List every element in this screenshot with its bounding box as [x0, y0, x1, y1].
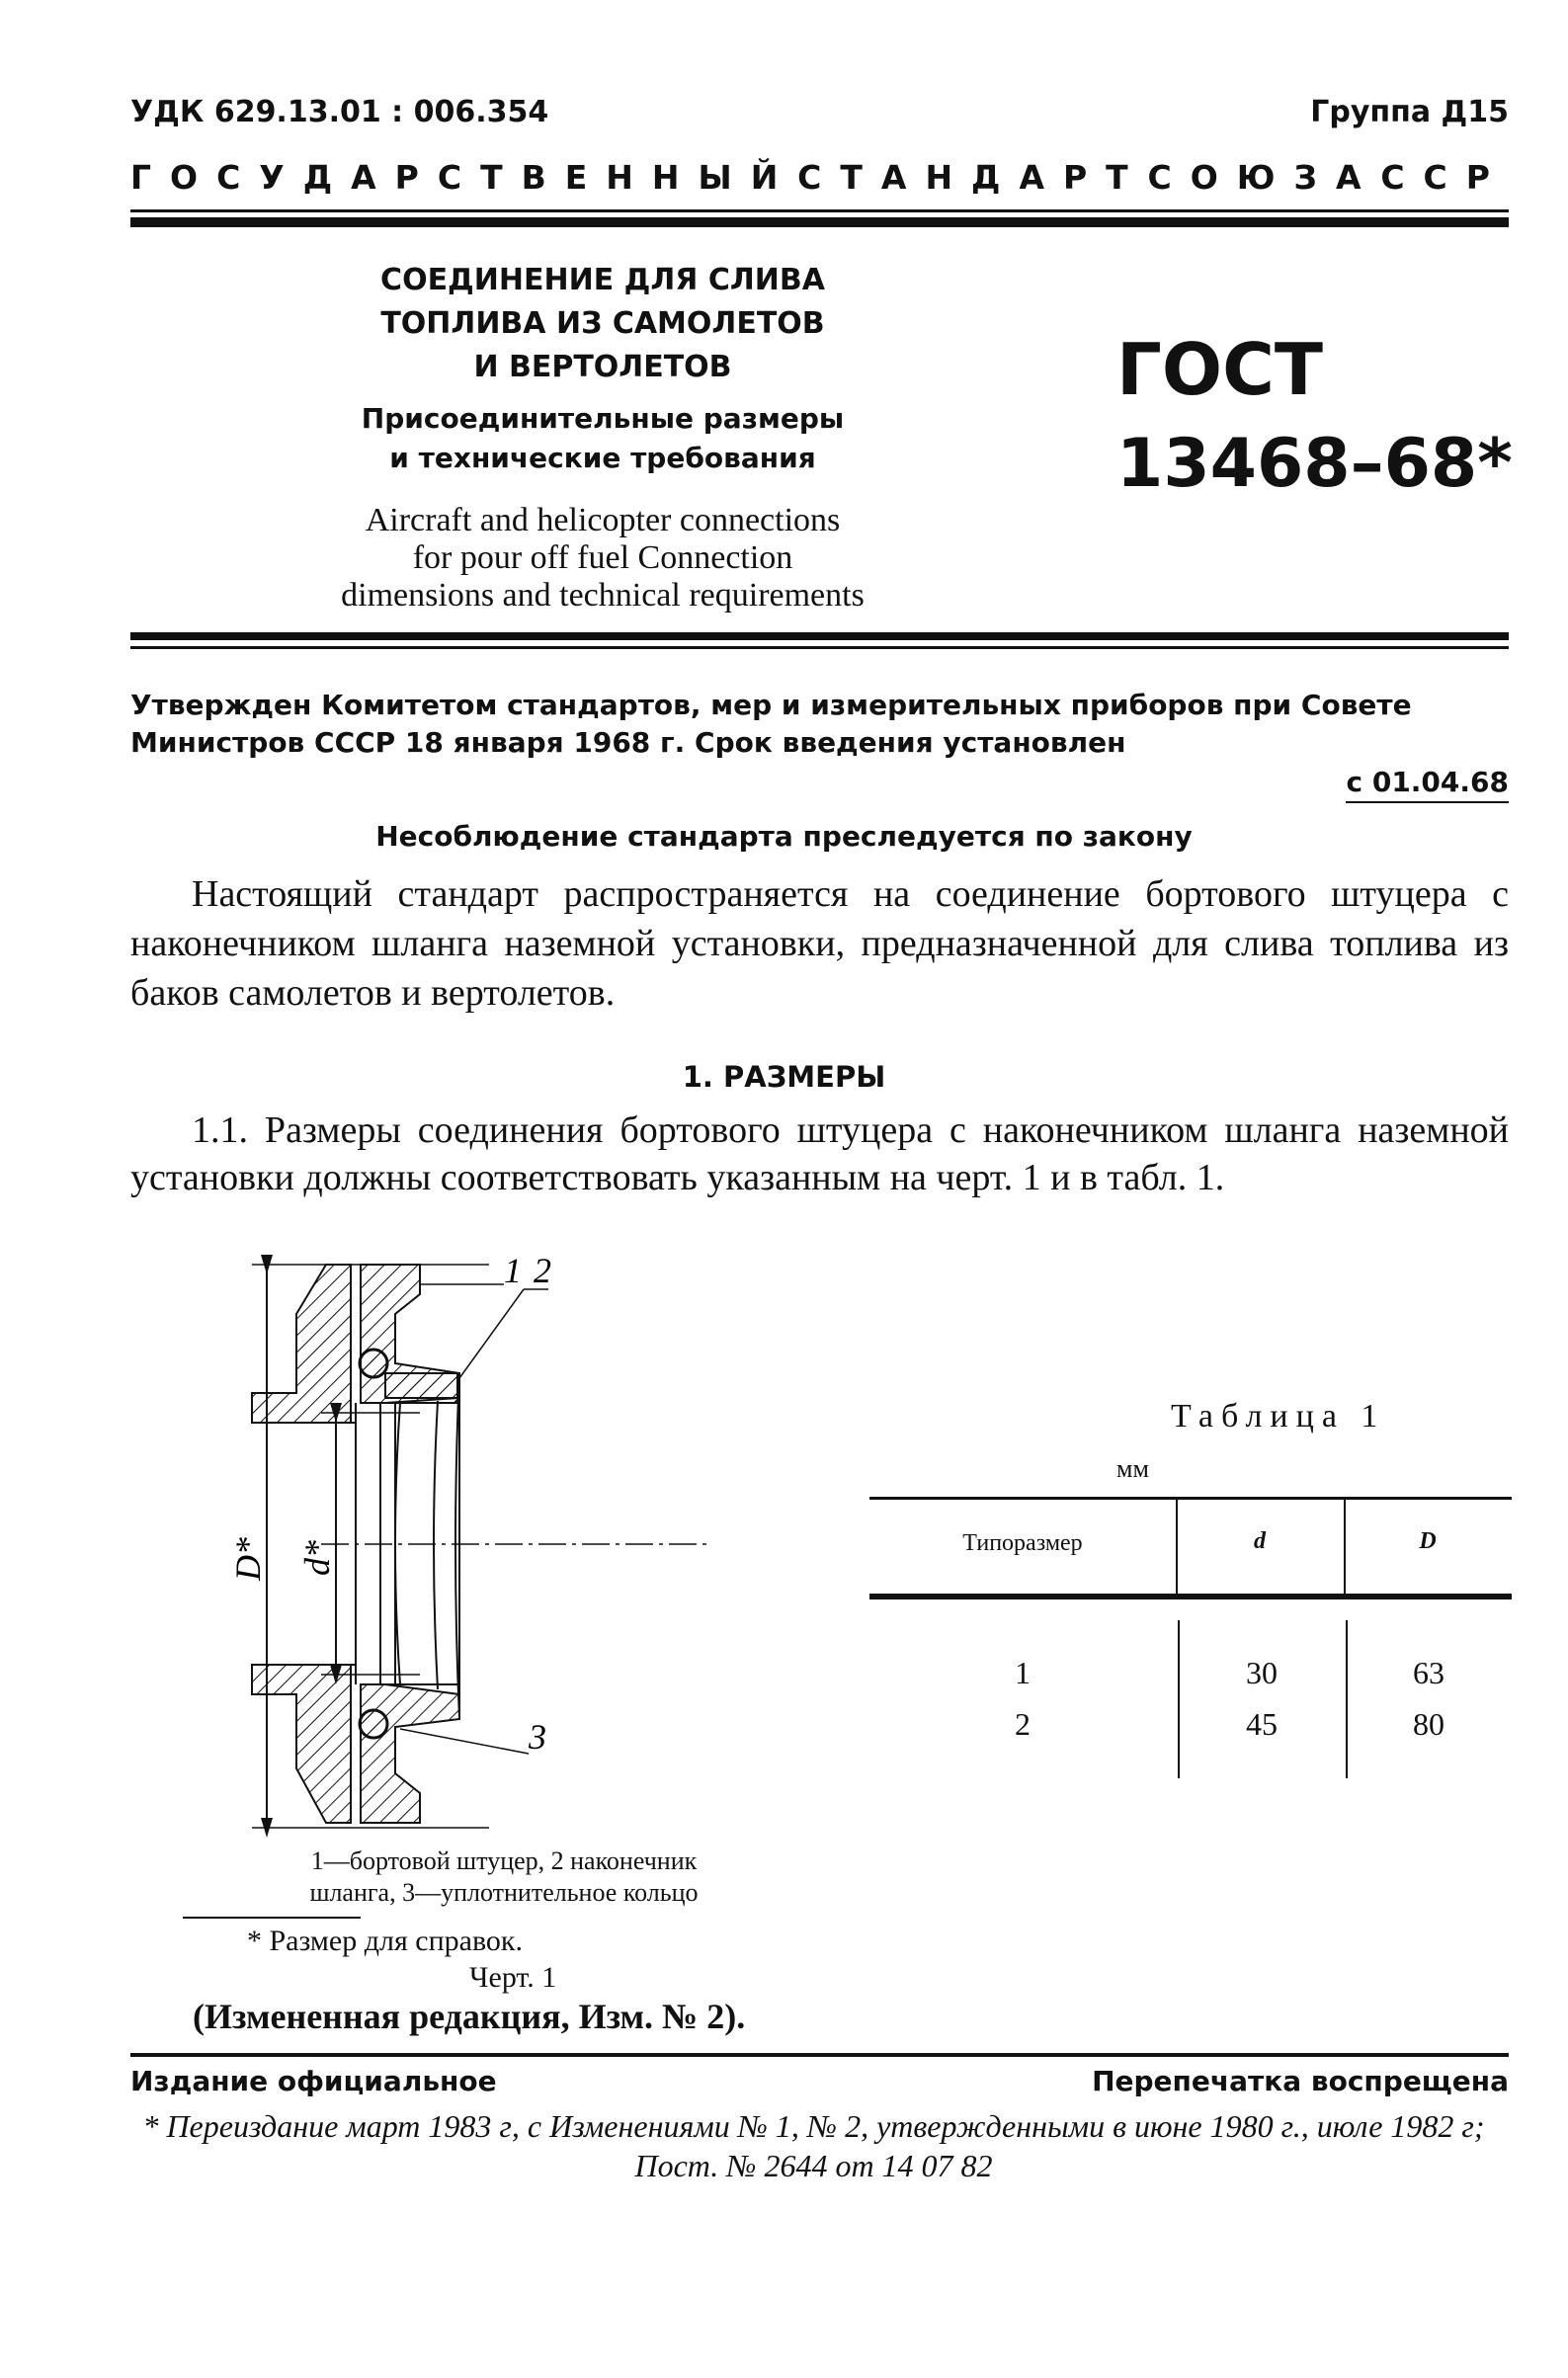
state-word-2: СТАНДАРТ — [797, 158, 1147, 197]
table-header-d: d — [1254, 1528, 1266, 1554]
title-en: Aircraft and helicopter connections for pour off fuel Connection dimensions and technical requirements — [341, 502, 865, 614]
label-1: 1 — [504, 1255, 522, 1290]
table-row-1-D: 63 — [1413, 1655, 1444, 1690]
table-body-divider-1 — [1178, 1620, 1180, 1778]
edition-label: Издание официальное — [130, 2065, 497, 2097]
title-rule-thick — [130, 632, 1509, 640]
title-ru: СОЕДИНЕНИЕ ДЛЯ СЛИВА ТОПЛИВА ИЗ САМОЛЕТОВ И ВЕРТОЛЕТОВ — [380, 263, 825, 384]
footer-rule — [130, 2053, 1509, 2057]
table-row-1-d: 30 — [1246, 1655, 1278, 1690]
reprint-label: Перепечатка воспрещена — [1092, 2065, 1509, 2097]
intro-paragraph: Настоящий стандарт распространяется на соединение бортового штуцера с наконечником шланга наземной установки, предназначенной для слива топлива из баков самолетов и вертолетов. — [130, 873, 1509, 1014]
paragraph-1-1: 1.1. Размеры соединения бортового штуцера с наконечником шланга наземной установки должны соответствовать указанным на черт. 1 и в табл. 1. — [130, 1109, 1509, 1198]
label-2: 2 — [534, 1255, 551, 1290]
figure-legend: 1—бортовой штуцер, 2 наконечник шланга, 3—уплотнительное кольцо — [309, 1846, 699, 1907]
state-word-4: ССР — [1380, 158, 1509, 197]
title-rule-thin — [130, 646, 1509, 649]
approval-text: Утвержден Комитетом стандартов, мер и измерительных приборов при Совете Министров СССР 18 января 1968 г. Срок введения установлен — [130, 689, 1412, 759]
connection-drawing — [193, 1255, 795, 1847]
table-header-D: D — [1419, 1528, 1437, 1554]
table-top-rule — [869, 1497, 1512, 1500]
table-units: мм — [1116, 1454, 1149, 1483]
table-row-2-D: 80 — [1413, 1706, 1444, 1742]
label-d: d* — [297, 1540, 337, 1576]
reissue-note: * Переиздание март 1983 г, с Изменениями № 1, № 2, утвержденными в июне 1980 г., июле 1982 г; Пост. № 2644 от 14 07 82 — [142, 2108, 1485, 2183]
hose-tip-lower — [361, 1684, 459, 1823]
title-block — [277, 259, 929, 615]
table-body-divider-2 — [1346, 1620, 1348, 1778]
dimensions-table — [869, 1497, 1512, 1793]
seal-ring-lower — [360, 1710, 387, 1738]
udk-code: УДК 629.13.01 : 006.354 — [130, 95, 549, 129]
seal-ring-upper — [360, 1350, 387, 1377]
section-heading: 1. РАЗМЕРЫ — [682, 1060, 886, 1094]
footnote-rule — [183, 1917, 361, 1919]
table-header-rule — [869, 1594, 1512, 1599]
group-code: Группа Д15 — [1310, 95, 1509, 129]
revision-note: (Измененная редакция, Изм. № 2). — [193, 1997, 746, 2036]
gost-number: 13468–68* — [1116, 425, 1513, 503]
subtitle-ru: Присоединительные размеры и технические требования — [361, 402, 845, 474]
legal-warning: Несоблюдение стандарта преследуется по закону — [375, 820, 1193, 853]
state-word-3: СОЮЗА — [1147, 158, 1380, 197]
effective-date: с 01.04.68 — [1346, 766, 1509, 803]
gost-label: ГОСТ — [1116, 328, 1324, 411]
table-header-size: Типоразмер — [962, 1530, 1083, 1556]
table-caption: Таблица 1 — [1171, 1398, 1386, 1435]
header-rule-thin — [130, 209, 1509, 212]
label-D: D* — [228, 1537, 268, 1581]
table-row-2-d: 45 — [1246, 1706, 1278, 1742]
figure-caption: Черт. 1 — [469, 1961, 557, 1994]
header-rule-thick — [130, 217, 1509, 227]
table-row-1-size: 1 — [1015, 1655, 1031, 1690]
label-3: 3 — [529, 1717, 546, 1757]
state-standard-title — [130, 158, 1509, 197]
table-row-2-size: 2 — [1015, 1706, 1031, 1742]
state-word-1: ГОСУДАРСТВЕННЫЙ — [130, 158, 797, 197]
figure-footnote: * Размер для справок. — [247, 1925, 523, 1957]
